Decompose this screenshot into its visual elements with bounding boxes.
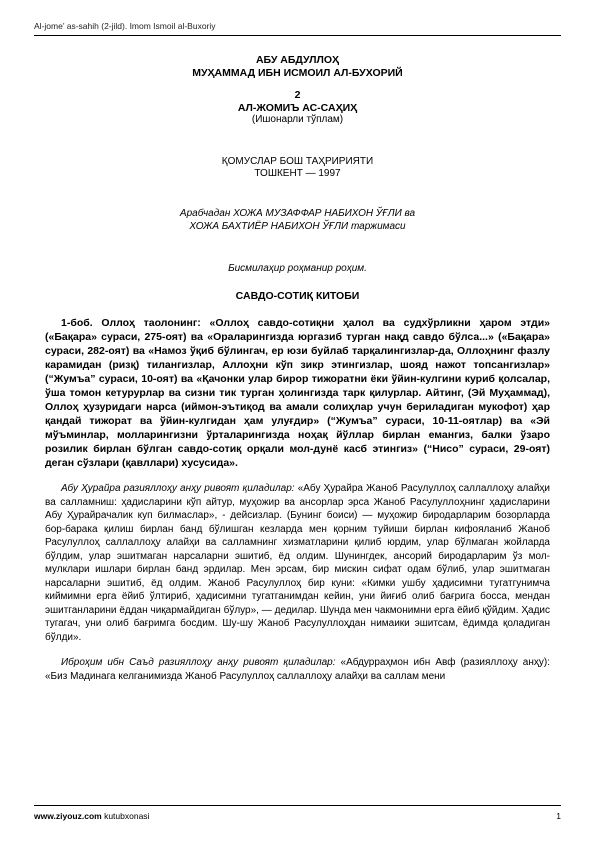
collection-title: АЛ-ЖОМИЪ АС-САҲИҲ [237,101,358,114]
hadith-2-paragraph [45,656,550,683]
footer-site-link[interactable]: www.ziyouz.com [34,811,102,821]
publisher-name: ҚОМУСЛАР БОШ ТАҲРИРИЯТИ [221,156,374,167]
volume-number: 2 [294,89,301,101]
author-line-1: АБУ АБДУЛЛОҲ [255,54,340,66]
page-number: 1 [556,811,561,821]
author-line-2: МУҲАММАД ИБН ИСМОИЛ АЛ-БУХОРИЙ [192,66,403,79]
bismillah: Бисмилаҳир роҳманир роҳим. [228,263,367,274]
hadith-1-body: «Абу Ҳурайра Жаноб Расулуллоҳ саллаллоҳу алайҳи ва салламниш: ҳадисларини кўп айтур, муҳожир ва ансорлар эрса Жаноб Расулуллоҳнинг ҳадисларини Абу Ҳурайрачалик куп билмаслар», - дейсизлар. (Бунинг боиси) — муҳожир биродарларим бозорларда бор-барака қилиш бирлан банд бўлишган кезларда мен қорним туйиши бирлан кифояланиб Жаноб Расулуллоҳ саллаллоҳу алайҳи ва салламнинг хизматларини қилиб юрдим, улар бўлмаган жойларда бўлдим, улар эшитмаган нарсаларни эшитиб, ёд олдим. Шунингдек, ансорий биродарларим ўз мол-мулклари ишлари бирлан банд эрдилар. Мен эрсам, бир мискин сифат одам бўлиб, улар эшитмаган нарсаларни эшитиб, ёд олдим. Жаноб Расулуллоҳ бир куни: «Кимки ушбу ҳадисимни тугатгунимча киймимни ерга ёйиб ўлтириб, ҳадисимни тугатганимдан кейин, уни йиғиб олиб бағрига босса, мендан эшитганларини ёддан чиқармайдиган бўлур», — дедилар. Шунда мен чакмонимни ерга ёйиб қўйдим. Ҳадис тугагач, уни олиб бағримга босдим. Шу-шу Жаноб Расулуллоҳдан нимаики эшитсам, ёдимда қоладиган бўлди». [45,483,550,643]
page-content [45,44,550,683]
collection-subtitle: (Ишонарли тўплам) [251,114,344,125]
hadith-1-lead: Абу Ҳурайра разияллоҳу анҳу ривоят қиладилар: [61,483,295,494]
translator-line-1: Арабчадан ХОЖА МУЗАФФАР НАБИХОН ЎҒЛИ ва [179,208,416,219]
footer-label: kutubxonasi [101,811,150,821]
page-footer [34,811,561,821]
hadith-1-paragraph [45,482,550,644]
hadith-2-lead: Иброҳим ибн Саъд разияллоҳу анҳу ривоят қиладилар: [61,657,336,668]
book-title: САВДО-СОТИҚ КИТОБИ [235,290,360,302]
header-rule [34,35,561,36]
translator-line-2: ХОЖА БАХТИЁР НАБИХОН ЎҒЛИ таржимаси [189,220,406,232]
hadith-2-body: «Абдурраҳмон ибн Авф (разияллоҳу анҳу): «Биз Мадинага келганимизда Жаноб Расулуллоҳ саллаллоҳу алайҳи ва саллам мени [45,657,550,682]
running-header: Al-jome’ as-sahih (2-jild). Imom Ismoil al-Buxoriy [34,21,216,31]
footer-rule [34,805,561,806]
chapter-1-paragraph: 1-боб. Оллоҳ таолонинг: «Оллоҳ савдо-сотиқни ҳалол ва судхўрликни ҳаром этди» («Бақара» сураси, 275-оят) ва «Ораларингизда юргазиб турган нақд савдо бўлса...» («Бақара» сураси, 282-оят) ва «Намоз ўқиб бўлингач, ер юзи буйлаб тарқалингизлар-да, Оллоҳнинг фазлу карамидан (ризқ) тилангизлар, Аллоҳни кўп зикр этингизлар, шояд нажот топсангизлар» (“Жумъа” сураси, 10-оят) ва «Қачонки улар бирор тижоратни ёки ўйин-кулгини куриб қолсалар, ўша томон кетурурлар ва сизни тик турган ҳолингизда тарк қилурлар. Айтинг, (Эй Муҳаммад), Оллоҳ ҳузуридаги нарса (иймон-эътиқод ва амали солиҳлар учун бериладиган мукофот) ҳар қандай тижорат ва ўйин-кулгидан ҳам улуғдир» (“Жумъа” сураси, 10-11-оятлар) ва «Эй мўъминлар, молларингизни ўрталарингизда ноҳақ йўллар бирлан емангиз, балки ўзаро розилик бирлан бўлган савдо-сотиқ орқали мол-дунё касб этингиз» (“Нисо” сураси, 29-оят) деган сўзлари (қавллари) хусусида». [45,317,550,469]
publisher-city-year: ТОШКЕНТ — 1997 [254,168,341,179]
